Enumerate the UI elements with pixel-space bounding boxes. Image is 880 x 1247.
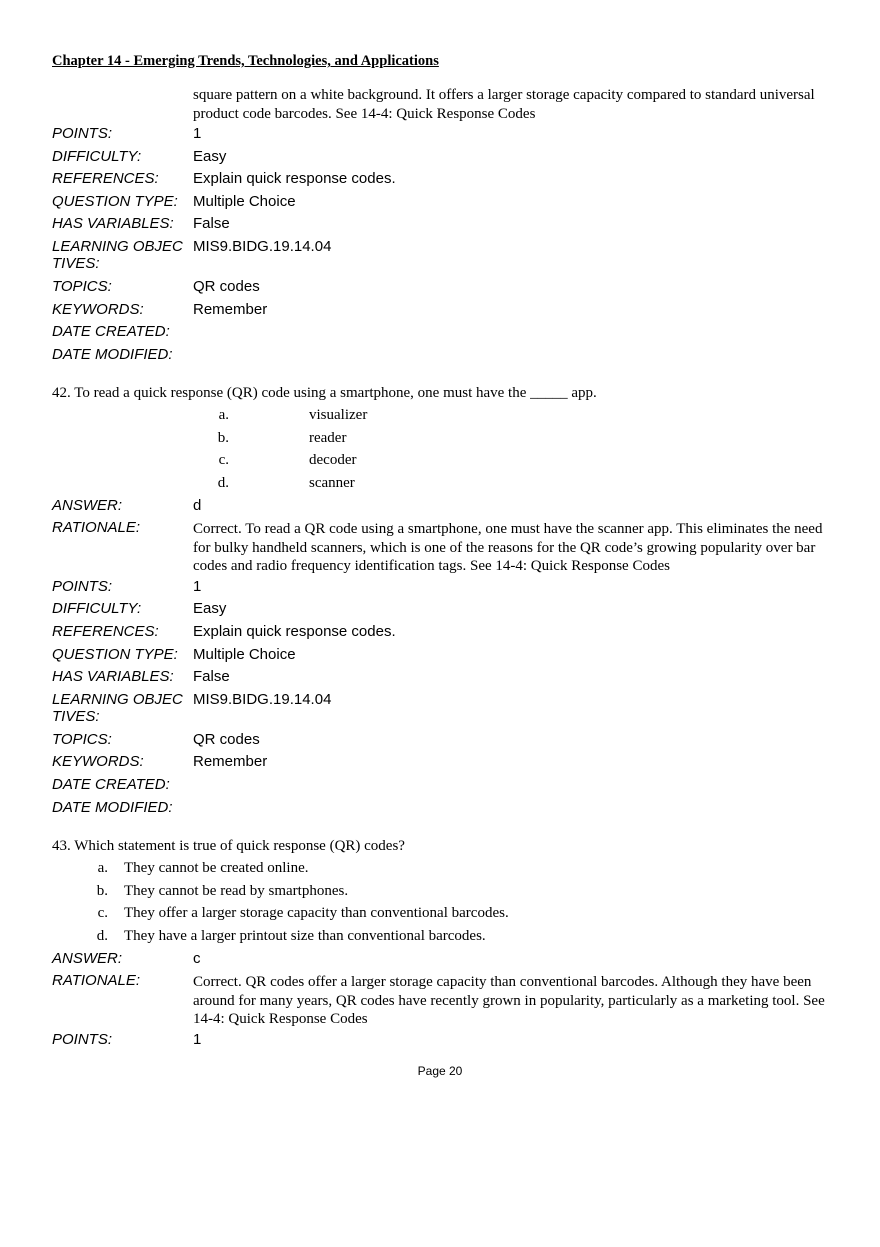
q42-hasvars-row <box>52 666 842 689</box>
keywords-value: Remember <box>193 300 268 318</box>
learning-objectives-label-line2: TIVES: <box>52 255 100 273</box>
points-value: 1 <box>193 1030 202 1048</box>
date-created-value <box>193 321 842 323</box>
difficulty-value: Easy <box>193 600 227 618</box>
date-created-label: DATE CREATED: <box>52 775 170 793</box>
keywords-label: KEYWORDS: <box>52 753 144 771</box>
q42-references-row <box>52 621 842 644</box>
question-type-value: Multiple Choice <box>193 645 296 663</box>
difficulty-label: DIFFICULTY: <box>52 600 142 618</box>
q42-learning-objectives-row <box>52 689 842 729</box>
question-type-label: QUESTION TYPE: <box>52 192 178 210</box>
q42-question-text: 42. To read a quick response (QR) code using a smartphone, one must have the _____ app. <box>52 385 597 402</box>
date-modified-value <box>193 797 842 799</box>
q41-learning-objectives-row <box>52 236 842 276</box>
spacer <box>52 819 842 837</box>
points-value: 1 <box>193 125 202 142</box>
date-modified-label: DATE MODIFIED: <box>52 798 173 816</box>
points-label: POINTS: <box>52 125 113 142</box>
q43-answer-row <box>52 948 842 971</box>
answer-label: ANSWER: <box>52 496 123 514</box>
q41-qtype-row <box>52 191 842 214</box>
q41-topics-row <box>52 276 842 299</box>
question-type-value: Multiple Choice <box>193 192 296 210</box>
option-text: decoder <box>309 452 357 469</box>
references-value: Explain quick response codes. <box>193 623 396 640</box>
topics-value: QR codes <box>193 730 260 748</box>
learning-objectives-value: MIS9.BIDG.19.14.04 <box>193 690 332 708</box>
references-label: REFERENCES: <box>52 623 159 640</box>
q43-question-text: 43. Which statement is true of quick response (QR) codes? <box>52 838 405 855</box>
option-letter: b. <box>217 429 229 446</box>
page-number: Page 20 <box>417 1064 463 1078</box>
spacer <box>52 366 842 384</box>
q41-difficulty-row <box>52 146 842 169</box>
q42-metadata <box>52 495 842 819</box>
q42-keywords-row <box>52 751 842 774</box>
option-text: visualizer <box>309 407 368 424</box>
date-modified-label: DATE MODIFIED: <box>52 345 173 363</box>
q43-points-row <box>52 1029 842 1052</box>
q42-option-d <box>52 472 842 495</box>
option-letter: b. <box>96 882 108 899</box>
option-letter: d. <box>96 927 108 944</box>
difficulty-value: Easy <box>193 147 227 165</box>
q42-points-row <box>52 576 842 599</box>
q42-rationale-row <box>52 517 842 576</box>
q42-answer-row <box>52 495 842 518</box>
option-letter: a. <box>97 859 108 876</box>
option-letter: c. <box>218 452 229 469</box>
answer-label: ANSWER: <box>52 949 123 967</box>
q41-metadata <box>52 123 842 366</box>
q41-hasvars-row <box>52 213 842 236</box>
option-text: reader <box>309 429 347 446</box>
chapter-header: Chapter 14 - Emerging Trends, Technologies, and Applications <box>52 53 439 69</box>
difficulty-label: DIFFICULTY: <box>52 147 142 165</box>
points-label: POINTS: <box>52 577 113 595</box>
option-text: They cannot be read by smartphones. <box>124 882 349 899</box>
keywords-value: Remember <box>193 753 268 771</box>
q41-points-row <box>52 123 842 146</box>
rationale-label: RATIONALE: <box>52 972 141 990</box>
q42-modified-row <box>52 797 842 820</box>
date-created-value <box>193 774 842 776</box>
learning-objectives-label-line2: TIVES: <box>52 708 100 726</box>
option-letter: d. <box>217 474 229 491</box>
q41-created-row <box>52 321 842 344</box>
q42-created-row <box>52 774 842 797</box>
rationale-label: RATIONALE: <box>52 519 141 537</box>
has-variables-label: HAS VARIABLES: <box>52 215 174 233</box>
q43-rationale-row <box>52 970 842 1029</box>
option-text: They have a larger printout size than conventional barcodes. <box>124 927 486 944</box>
q41-rationale-continued: square pattern on a white background. It offers a larger storage capacity compared to standard universal product code barcodes. See 14-4: Quick Response Codes <box>193 87 815 122</box>
date-created-label: DATE CREATED: <box>52 323 170 341</box>
rationale-value: Correct. To read a QR code using a smartphone, one must have the scanner app. This eliminates the need for bulky handheld scanners, which is one of the reasons for the QR code’s growing popularity over bar codes and radio frequency identification tags. See 14-4: Quick Response Codes <box>193 521 823 575</box>
q42-option-a <box>52 404 842 427</box>
points-label: POINTS: <box>52 1030 113 1048</box>
topics-label: TOPICS: <box>52 730 112 748</box>
learning-objectives-label <box>52 236 193 273</box>
points-value: 1 <box>193 577 202 595</box>
option-letter: c. <box>97 905 108 922</box>
option-text: They cannot be created online. <box>124 859 309 876</box>
answer-value: d <box>193 496 202 514</box>
learning-objectives-label-line1: LEARNING OBJEC <box>52 237 183 255</box>
has-variables-value: False <box>193 215 230 233</box>
answer-value: c <box>193 949 201 967</box>
q42-options <box>52 404 842 494</box>
question-type-label: QUESTION TYPE: <box>52 645 178 663</box>
has-variables-value: False <box>193 668 230 686</box>
q42-qtype-row <box>52 644 842 667</box>
q43-option-a <box>52 857 842 880</box>
page-content <box>52 86 842 1051</box>
learning-objectives-value: MIS9.BIDG.19.14.04 <box>193 237 332 255</box>
keywords-label: KEYWORDS: <box>52 300 144 318</box>
option-text: They offer a larger storage capacity than conventional barcodes. <box>124 905 509 922</box>
q43-option-b <box>52 880 842 903</box>
references-value: Explain quick response codes. <box>193 170 396 188</box>
q43-metadata <box>52 948 842 1052</box>
q43-options <box>52 857 842 947</box>
q41-references-row <box>52 168 842 191</box>
topics-value: QR codes <box>193 277 260 295</box>
option-letter: a. <box>218 407 229 424</box>
q42-option-c <box>52 450 842 473</box>
q42-difficulty-row <box>52 598 842 621</box>
q43-option-d <box>52 925 842 948</box>
rationale-value: Correct. QR codes offer a larger storage capacity than conventional barcodes. Although they have been around for many years, QR codes have recently grown in popularity, particularly as a marketing tool. See 14-4: Quick Response Codes <box>193 974 825 1028</box>
q41-keywords-row <box>52 299 842 322</box>
learning-objectives-label <box>52 689 193 726</box>
q42-option-b <box>52 427 842 450</box>
q42-topics-row <box>52 729 842 752</box>
q43-option-c <box>52 902 842 925</box>
q41-modified-row <box>52 344 842 367</box>
option-text: scanner <box>309 474 355 491</box>
topics-label: TOPICS: <box>52 277 112 295</box>
has-variables-label: HAS VARIABLES: <box>52 668 174 686</box>
references-label: REFERENCES: <box>52 170 159 188</box>
learning-objectives-label-line1: LEARNING OBJEC <box>52 690 183 708</box>
date-modified-value <box>193 344 842 346</box>
